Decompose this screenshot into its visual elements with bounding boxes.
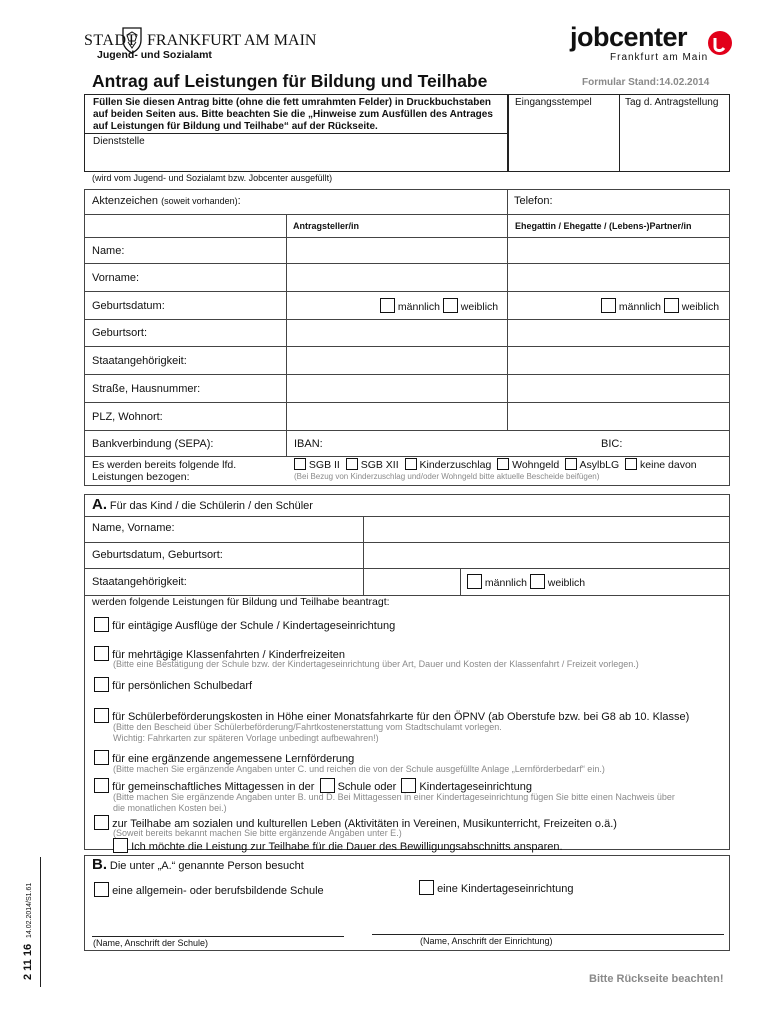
child-geburt-field[interactable] <box>365 544 729 567</box>
kita-checkbox[interactable] <box>419 880 434 895</box>
kinderzuschlag-label: Kinderzuschlag <box>419 459 492 471</box>
kinderzuschlag-checkbox[interactable] <box>405 458 417 470</box>
lernfoerderung-note: (Bitte machen Sie ergänzende Angaben unter C. und reichen die von der Schule ausgefüllte Anlage „Lernförderbedarf“ ein.) <box>113 764 605 774</box>
child-staat-label: Staatangehörigkeit: <box>92 576 187 588</box>
plz-spouse-field[interactable] <box>509 404 729 429</box>
klassenfahrten-checkbox[interactable] <box>94 646 109 661</box>
teilhabe-note: (Soweit bereits bekannt machen Sie bitte ergänzende Angaben unter E.) <box>113 828 402 838</box>
ausfluege-checkbox[interactable] <box>94 617 109 632</box>
telefon-label: Telefon: <box>514 195 553 207</box>
bezug-label-2: Leistungen bezogen: <box>92 471 190 483</box>
iban-field[interactable] <box>325 432 593 455</box>
ansparen-checkbox[interactable] <box>113 838 128 853</box>
child-female-checkbox[interactable] <box>530 574 545 589</box>
sgb12-checkbox[interactable] <box>346 458 358 470</box>
city-logo <box>84 26 317 66</box>
male-spouse-checkbox[interactable] <box>601 298 616 313</box>
mittagessen-note-1: (Bitte machen Sie ergänzende Angaben unter B. und D. Bei Mittagessen in einer Kindertageseinrichtung fügen Sie bitte einen Nachweis über <box>113 792 675 802</box>
bezug-label-1: Es werden bereits folgende lfd. <box>92 459 237 471</box>
item-befoerderung <box>94 708 689 723</box>
geburtsort-spouse-field[interactable] <box>509 321 729 345</box>
staat-label: Staatangehörigkeit: <box>92 355 187 367</box>
child-name-label: Name, Vorname: <box>92 522 175 534</box>
geburtsort-applicant-field[interactable] <box>288 321 506 345</box>
female-label: weiblich <box>460 301 499 313</box>
lernfoerderung-label: für eine ergänzende angemessene Lernförderung <box>112 753 355 765</box>
mittagessen-label: für gemeinschaftliches Mittagessen in der <box>112 781 315 793</box>
wohngeld-checkbox[interactable] <box>497 458 509 470</box>
department-text: Jugend- und Sozialamt <box>97 49 212 61</box>
item-kita <box>419 880 573 895</box>
aktenzeichen-field[interactable] <box>250 191 505 212</box>
instructions-text: Füllen Sie diesen Antrag bitte (ohne die fett umrahmten Felder) in Druckbuchstaben auf beiden Seiten aus. Bitte beachten Sie die „Hinweise zum Ausfüllen des Antrages auf Leistungen für Bildung und Teilhabe“ auf der Rückseite. <box>93 97 493 132</box>
male-label: männlich <box>618 301 661 313</box>
bank-label: Bankverbindung (SEPA): <box>92 438 214 450</box>
item-schulbedarf <box>94 677 252 692</box>
child-gender <box>467 574 585 589</box>
schulbedarf-label: für persönlichen Schulbedarf <box>112 680 253 692</box>
eingangsstempel-label: Eingangsstempel <box>515 97 592 108</box>
sgb2-checkbox[interactable] <box>294 458 306 470</box>
keine-checkbox[interactable] <box>625 458 637 470</box>
child-male-checkbox[interactable] <box>467 574 482 589</box>
teilhabe-checkbox[interactable] <box>94 815 109 830</box>
child-staat-field[interactable] <box>365 570 459 594</box>
asylblg-checkbox[interactable] <box>565 458 577 470</box>
jobcenter-swoosh-icon <box>707 30 733 56</box>
wohngeld-label: Wohngeld <box>512 459 560 471</box>
item-mittagessen <box>94 778 532 793</box>
vorname-applicant-field[interactable] <box>288 265 506 290</box>
mittagessen-checkbox[interactable] <box>94 778 109 793</box>
col-applicant-header: Antragsteller/in <box>293 221 360 231</box>
aktenzeichen-label: Aktenzeichen (soweit vorhanden): <box>92 195 241 207</box>
geburtsdatum-label: Geburtsdatum: <box>92 300 165 312</box>
section-a-heading: A. Für das Kind / die Schülerin / den Schüler <box>92 496 313 513</box>
schule-checkbox[interactable] <box>94 882 109 897</box>
ausfluege-label: für eintägige Ausflüge der Schule / Kindertageseinrichtung <box>112 620 396 632</box>
geburtsdatum-spouse-field[interactable] <box>509 293 597 318</box>
schule-label: eine allgemein- oder berufsbildende Schule <box>112 885 324 897</box>
keine-label: keine davon <box>640 459 697 471</box>
page-title: Antrag auf Leistungen für Bildung und Teilhabe <box>92 71 488 91</box>
vorname-label: Vorname: <box>92 272 140 284</box>
staat-applicant-field[interactable] <box>288 348 506 373</box>
ansparen-label: Ich möchte die Leistung zur Teilhabe für die Dauer des Bewilligungsabschnitts ansparen. <box>131 841 563 853</box>
asylblg-label: AsylbLG <box>579 459 620 471</box>
form-version: Formular Stand:14.02.2014 <box>582 77 710 88</box>
geburtsdatum-applicant-field[interactable] <box>288 293 376 318</box>
female-label: weiblich <box>547 577 586 589</box>
befoerderung-note-2: Wichtig: Fahrkarten zur späteren Vorlage unbedingt aufbewahren!) <box>113 733 379 743</box>
male-label: männlich <box>397 301 440 313</box>
telefon-field[interactable] <box>560 191 728 212</box>
lernfoerderung-checkbox[interactable] <box>94 750 109 765</box>
kita-label: eine Kindertageseinrichtung <box>437 883 574 895</box>
schulbedarf-checkbox[interactable] <box>94 677 109 692</box>
mittagessen-schule-label: Schule oder <box>337 781 397 793</box>
dienststelle-field[interactable] <box>86 148 506 170</box>
klassenfahrten-label: für mehrtägige Klassenfahrten / Kinderfreizeiten <box>112 649 346 661</box>
jobcenter-logo <box>570 22 740 64</box>
plz-label: PLZ, Wohnort: <box>92 411 163 423</box>
city-right-text: FRANKFURT AM MAIN <box>147 32 317 49</box>
female-label: weiblich <box>681 301 720 313</box>
office-note: (wird vom Jugend- und Sozialamt bzw. Jobcenter ausgefüllt) <box>92 173 333 183</box>
schule-name-field[interactable] <box>92 905 344 935</box>
city-left-text: STADT <box>84 32 137 49</box>
male-applicant-checkbox[interactable] <box>380 298 395 313</box>
strasse-applicant-field[interactable] <box>288 376 506 401</box>
vorname-spouse-field[interactable] <box>509 265 729 290</box>
staat-spouse-field[interactable] <box>509 348 729 373</box>
item-schule <box>94 882 324 897</box>
name-applicant-field[interactable] <box>288 239 506 262</box>
female-applicant-checkbox[interactable] <box>443 298 458 313</box>
child-name-field[interactable] <box>365 518 729 541</box>
befoerderung-label: für Schülerbeförderungskosten in Höhe einer Monatsfahrkarte für den ÖPNV (ab Oberstufe bzw. bei G8 ab 10. Klasse) <box>112 711 690 723</box>
leistungen-options <box>294 458 697 471</box>
gender-spouse <box>601 298 719 313</box>
name-spouse-field[interactable] <box>509 239 729 262</box>
geburtsort-label: Geburtsort: <box>92 327 148 339</box>
brand-text: jobcenter <box>570 22 688 52</box>
child-geburt-label: Geburtsdatum, Geburtsort: <box>92 549 223 561</box>
turn-over-note: Bitte Rückseite beachten! <box>589 973 724 985</box>
item-ausfluege <box>94 617 395 632</box>
iban-label: IBAN: <box>294 438 323 450</box>
mittagessen-kita-checkbox[interactable] <box>401 778 416 793</box>
gender-applicant <box>380 298 498 313</box>
mittagessen-note-2: die monatlichen Kosten bei.) <box>113 803 227 813</box>
sgb12-label: SGB XII <box>360 459 399 471</box>
item-lernfoerderung <box>94 750 354 765</box>
kita-caption: (Name, Anschrift der Einrichtung) <box>420 936 553 946</box>
tag-antrag-label: Tag d. Antragstellung <box>625 97 719 108</box>
female-spouse-checkbox[interactable] <box>664 298 679 313</box>
bic-label: BIC: <box>601 438 623 450</box>
beantragt-text: werden folgende Leistungen für Bildung und Teilhabe beantragt: <box>92 596 390 608</box>
brand-sub-text: Frankfurt am Main <box>610 52 709 63</box>
male-label: männlich <box>484 577 527 589</box>
name-label: Name: <box>92 245 125 257</box>
befoerderung-checkbox[interactable] <box>94 708 109 723</box>
col-spouse-header: Ehegattin / Ehegatte / (Lebens-)Partner/in <box>515 221 692 231</box>
klassenfahrten-note: (Bitte eine Bestätigung der Schule bzw. der Kindertageseinrichtung über Art, Dauer und Kosten der Klassenfahrt / Freizeit vorlegen.) <box>113 659 639 669</box>
befoerderung-note-1: (Bitte den Bescheid über Schülerbeförderung/Fahrtkostenerstattung vom Stadtschulamt vorlegen. <box>113 722 502 732</box>
item-ansparen <box>113 838 563 853</box>
strasse-label: Straße, Hausnummer: <box>92 383 201 395</box>
form-number: 2 11 16 14.02.2014/S1.61 <box>22 882 34 980</box>
mittagessen-schule-checkbox[interactable] <box>320 778 335 793</box>
schule-caption: (Name, Anschrift der Schule) <box>93 938 209 948</box>
kita-name-field[interactable] <box>372 903 724 933</box>
sgb2-label: SGB II <box>308 459 340 471</box>
section-b-heading: B. Die unter „A.“ genannte Person besucht <box>92 856 304 873</box>
mittagessen-kita-label: Kindertageseinrichtung <box>419 781 532 793</box>
strasse-spouse-field[interactable] <box>509 376 729 401</box>
dienststelle-label: Dienststelle <box>93 136 145 147</box>
bic-field[interactable] <box>625 432 729 455</box>
plz-applicant-field[interactable] <box>288 404 506 429</box>
bezug-note: (Bei Bezug von Kinderzuschlag und/oder Wohngeld bitte aktuelle Bescheide beifügen) <box>294 472 600 481</box>
teilhabe-label: zur Teilhabe am sozialen und kulturellen Leben (Aktivitäten in Vereinen, Musikunterricht, Freizeiten o.ä.) <box>112 818 617 830</box>
